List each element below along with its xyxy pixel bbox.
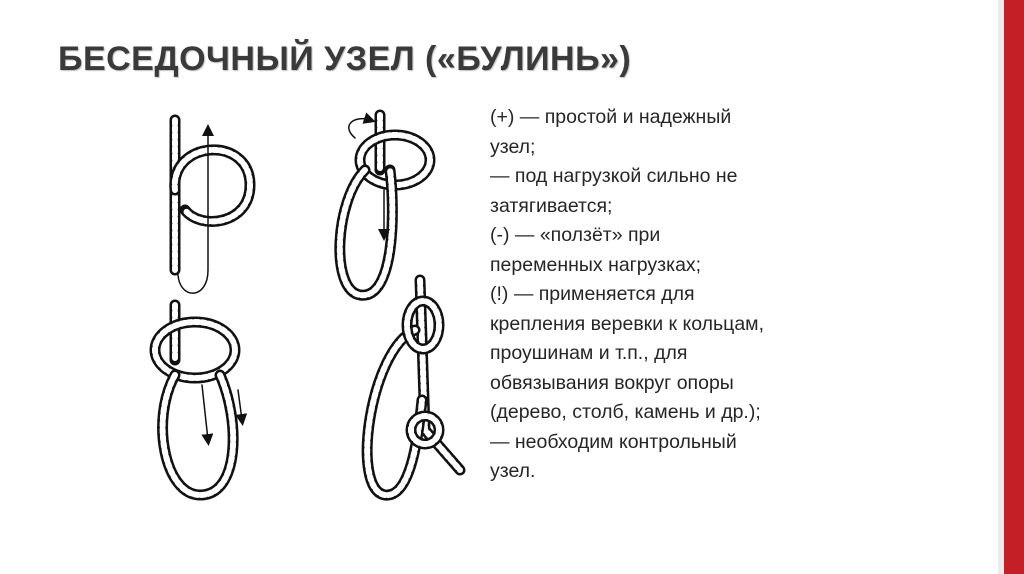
body-line: переменных нагрузках; (490, 253, 702, 276)
body-line: (-) — «ползёт» при (490, 224, 661, 246)
body-line: — под нагрузкой сильно не (490, 165, 738, 187)
knot-properties-text (490, 103, 990, 487)
body-line: проушинам и т.п., для (490, 342, 688, 364)
slide-title: БЕСЕДОЧНЫЙ УЗЕЛ («БУЛИНЬ») (58, 40, 632, 78)
body-line: (+) — простой и надежный (490, 106, 732, 128)
bowline-illustration (140, 100, 480, 510)
body-line: — необходим контрольный (490, 430, 737, 453)
body-line: узел. (490, 460, 536, 482)
body-line: затягивается; (490, 194, 613, 217)
body-line: обвязывания вокруг опоры (490, 371, 734, 394)
bowline-step-2-icon (340, 115, 430, 295)
body-line: (дерево, столб, камень и др.); (490, 401, 761, 423)
bowline-step-3-icon (155, 305, 242, 495)
body-line: узел; (490, 135, 536, 158)
bowline-step-1-icon (175, 120, 250, 293)
body-line: крепления веревки к кольцам, (490, 312, 765, 335)
accent-bar (1004, 0, 1024, 574)
bowline-step-4-icon (367, 280, 460, 495)
body-line: (!) — применяется для (490, 283, 695, 305)
